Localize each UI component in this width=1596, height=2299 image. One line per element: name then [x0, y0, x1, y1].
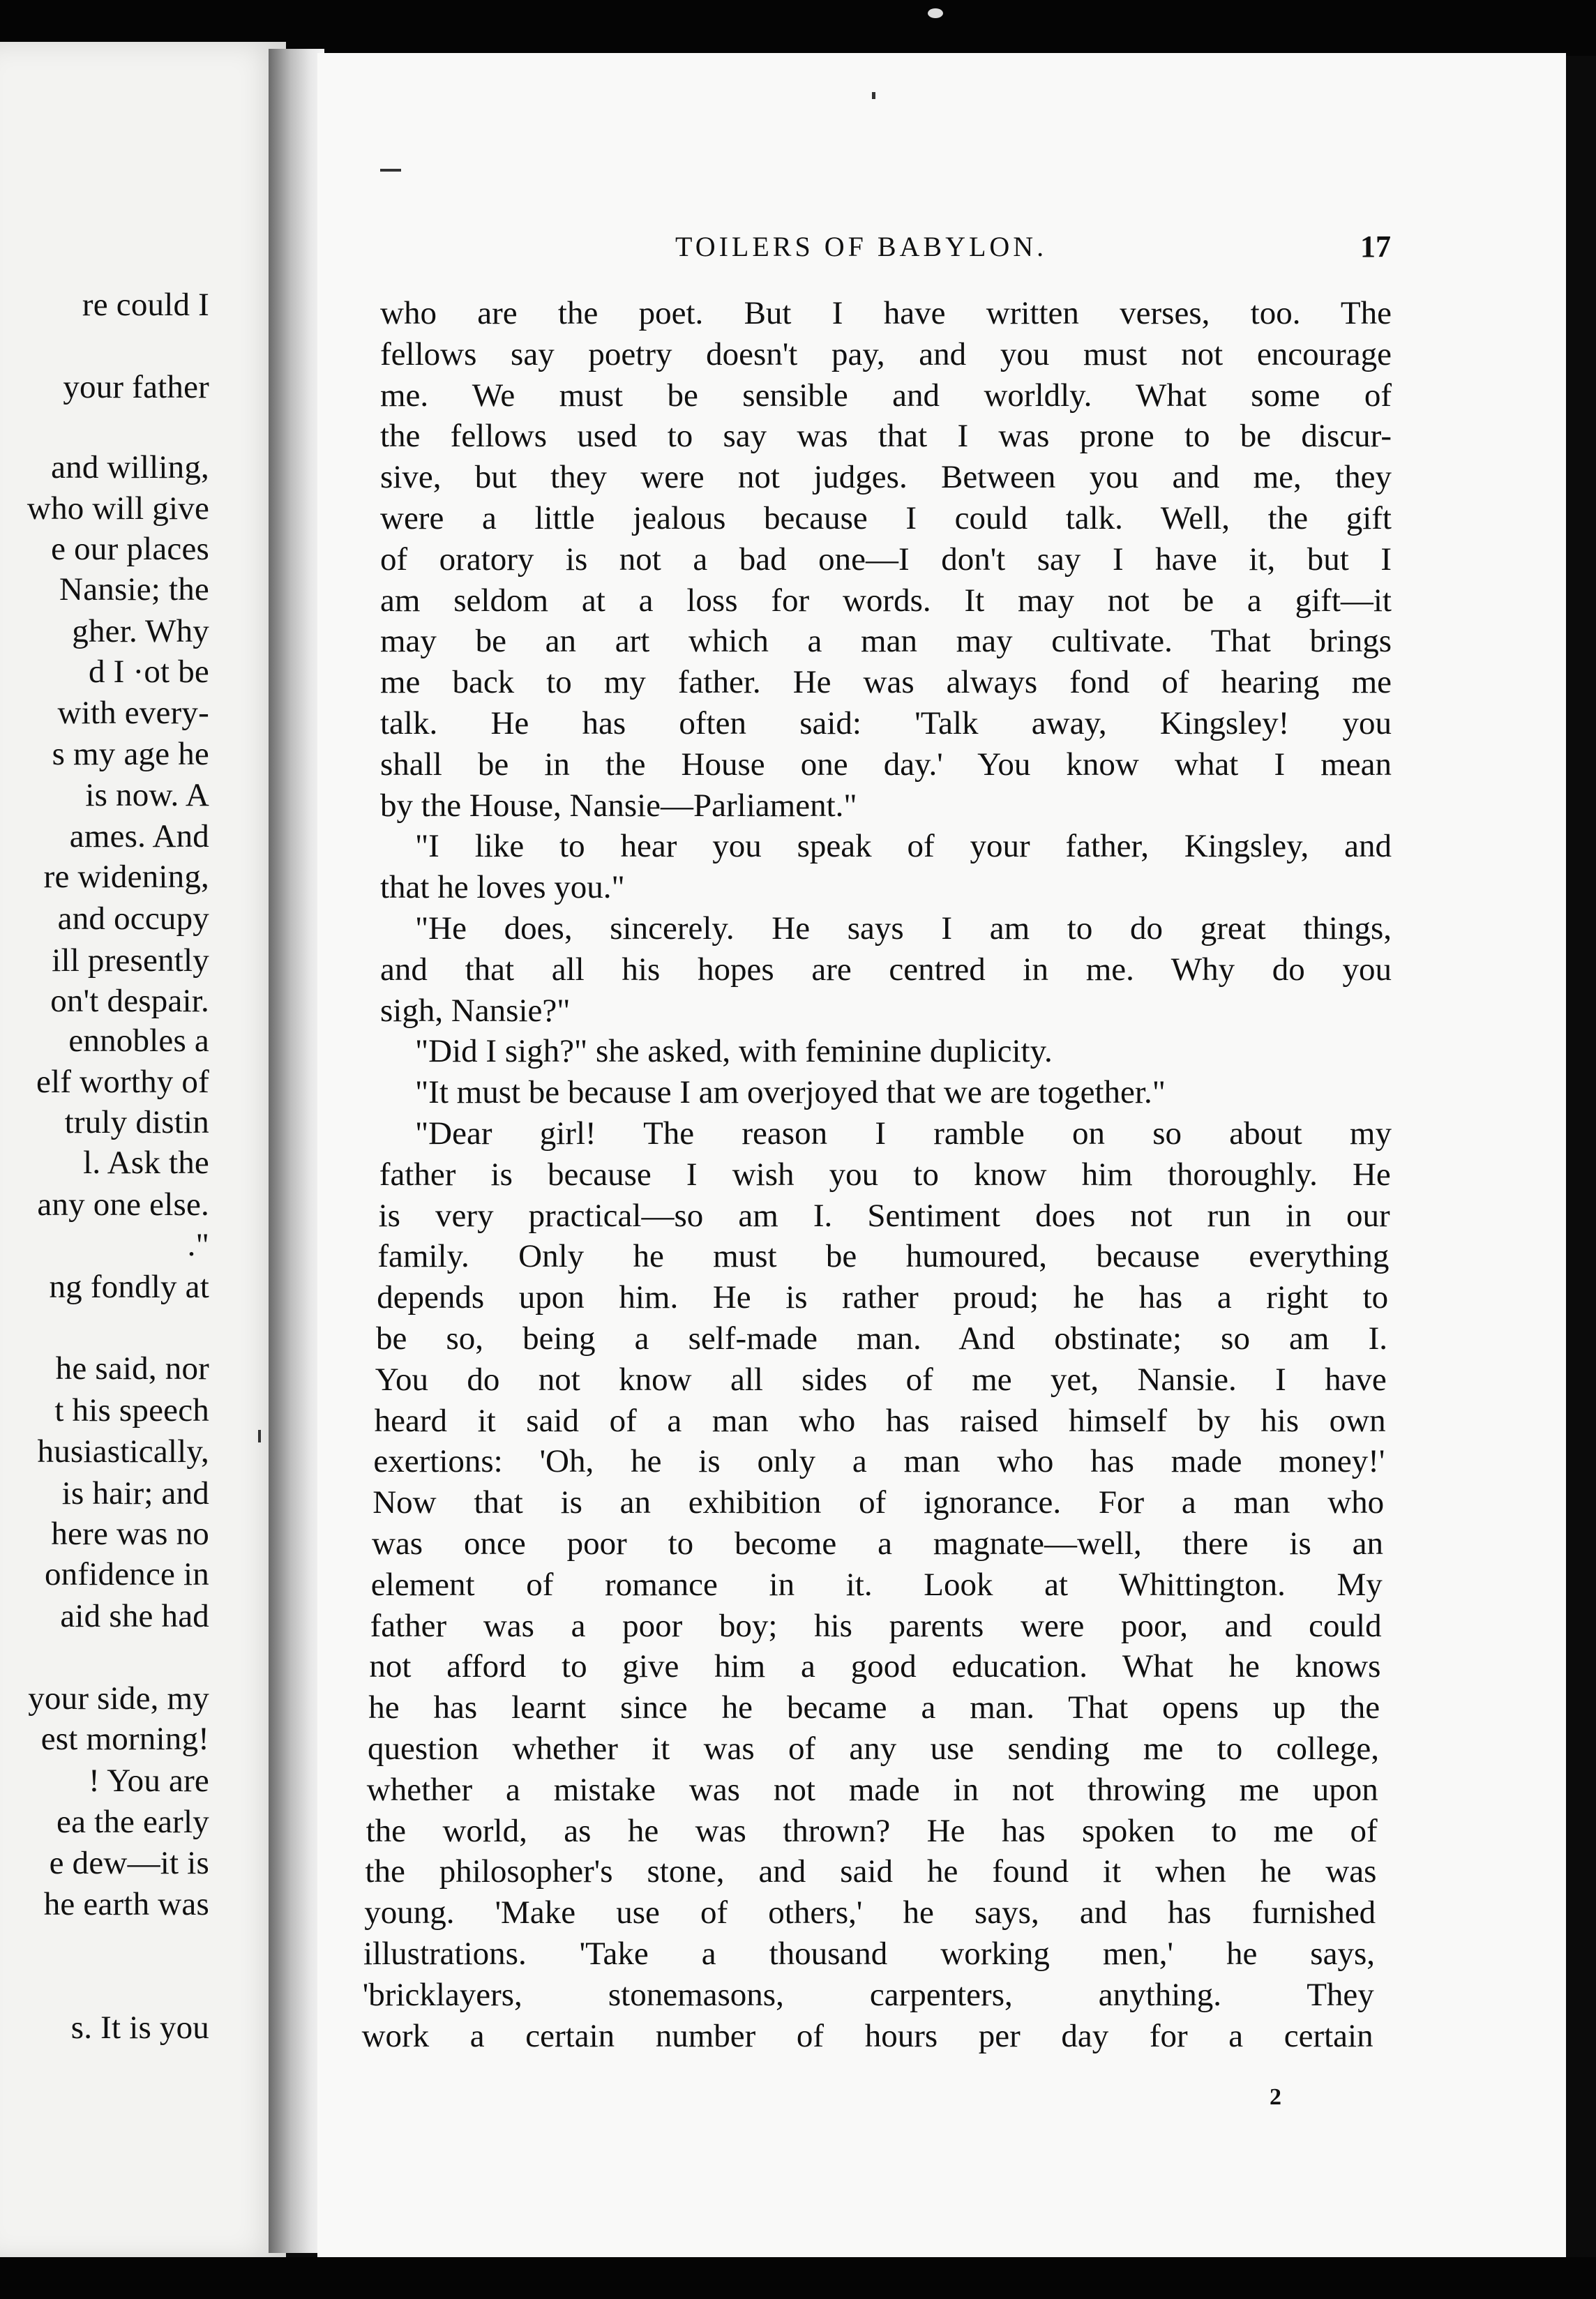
text-line: and that all his hopes are centred in me. Why do you [380, 951, 1392, 988]
signature-mark: 2 [1270, 2084, 1281, 2110]
left-page-line: d I ·ot be [89, 654, 209, 690]
left-page-line: truly distin [64, 1104, 209, 1140]
left-page-line: ! You are [89, 1763, 209, 1799]
text-line: father was a poor boy; his parents were poor, and could [370, 1607, 1382, 1644]
left-page-line: onfidence in [44, 1556, 209, 1592]
text-line: not afford to give him a good education. What he knows [369, 1648, 1381, 1685]
text-line: me back to my father. He was always fond of hearing me [380, 664, 1392, 701]
text-line: shall be in the House one day.' You know what I mean [380, 746, 1392, 783]
left-page-line: est morning! [40, 1721, 209, 1757]
text-line: element of romance in it. Look at Whittington. My [370, 1566, 1383, 1603]
left-page-line: is hair; and [61, 1475, 209, 1512]
left-page-line: your side, my [28, 1680, 209, 1717]
scan-speck [928, 8, 943, 18]
scan-speck [380, 169, 401, 172]
left-page-line: who will give [27, 490, 209, 527]
text-line: sive, but they were not judges. Between you and me, they [380, 459, 1392, 496]
text-line: father is because I wish you to know him thoroughly. He [379, 1156, 1391, 1193]
left-page-line: elf worthy of [36, 1064, 209, 1100]
text-line: work a certain number of hours per day for a certain [361, 2017, 1373, 2054]
left-page-line: ames. And [69, 818, 209, 854]
text-line: You do not know all sides of me yet, Nansie. I have [375, 1361, 1387, 1398]
left-page-line: and occupy [57, 900, 209, 937]
left-page-line: ea the early [57, 1804, 209, 1840]
text-line: Now that is an exhibition of ignorance. For a man who [372, 1484, 1385, 1521]
text-line: "Dear girl! The reason I ramble on so about my [415, 1115, 1392, 1152]
text-line: exertions: 'Oh, he is only a man who has made money!' [373, 1443, 1385, 1480]
text-line: who are the poet. But I have written verses, too. The [380, 295, 1392, 331]
text-line: the fellows used to say was that I was prone to be discur- [380, 418, 1392, 455]
text-line: were a little jealous because I could talk. Well, the gift [380, 500, 1392, 536]
text-line: whether a mistake was not made in not throwing me upon [366, 1771, 1378, 1808]
left-page-line: he said, nor [55, 1350, 209, 1387]
left-page-line: on't despair. [50, 983, 209, 1019]
text-line: family. Only he must be humoured, because everything [377, 1238, 1390, 1275]
left-page-line: gher. Why [72, 613, 209, 649]
scan-speck [872, 92, 875, 99]
text-line: heard it said of a man who has raised himself by his own [374, 1402, 1386, 1439]
left-page-line: your father [63, 369, 209, 405]
scan-bottom-border [0, 2257, 1596, 2299]
text-line: sigh, Nansie?" [380, 992, 571, 1029]
left-page-line: ." [187, 1227, 209, 1263]
text-line: of oratory is not a bad one—I don't say I have it, but I [380, 541, 1392, 578]
book-gutter [269, 49, 324, 2253]
left-page-line: aid she had [60, 1598, 209, 1634]
text-line: may be an art which a man may cultivate. That brings [380, 623, 1392, 660]
left-page-line: with every- [57, 695, 209, 731]
left-page-line: e dew—it is [49, 1845, 209, 1881]
text-line: me. We must be sensible and worldly. What some of [380, 377, 1392, 414]
text-line: was once poor to become a magnate—well, there is an [372, 1525, 1383, 1562]
text-line: that he loves you." [380, 869, 625, 906]
text-line: is very practical—so am I. Sentiment does not run in our [378, 1197, 1390, 1234]
text-line: question whether it was of any use sending me to college, [368, 1731, 1379, 1767]
left-page-line: l. Ask the [83, 1145, 209, 1181]
text-line: illustrations. 'Take a thousand working men,' he says, [363, 1936, 1375, 1972]
text-line: "He does, sincerely. He says I am to do great things, [415, 910, 1392, 947]
left-page-line: he earth was [43, 1886, 209, 1922]
text-line: the world, as he was thrown? He has spoken to me of [366, 1812, 1378, 1849]
left-page-line: and willing, [51, 449, 209, 485]
page-number: 17 [1360, 229, 1391, 264]
text-line: am seldom at a loss for words. It may not be a gift—it [380, 582, 1392, 619]
text-line: talk. He has often said: 'Talk away, Kingsley! you [380, 705, 1392, 741]
text-line: fellows say poetry doesn't pay, and you must not encourage [380, 336, 1392, 372]
text-line: he has learnt since he became a man. That opens up the [368, 1689, 1380, 1726]
text-line: 'bricklayers, stonemasons, carpenters, anything. They [362, 1976, 1374, 2013]
left-page-line: s my age he [52, 736, 209, 772]
text-line: the philosopher's stone, and said he found it when he was [365, 1853, 1377, 1890]
text-line: "It must be because I am overjoyed that we are together." [415, 1074, 1166, 1111]
left-page-line: any one else. [37, 1186, 209, 1223]
left-page-line: here was no [51, 1516, 209, 1552]
left-page-line: e our places [51, 531, 209, 567]
text-line: "I like to hear you speak of your father, Kingsley, and [415, 828, 1392, 865]
left-page-line: husiastically, [37, 1433, 209, 1470]
scan-speck [258, 1430, 261, 1442]
text-line: be so, being a self-made man. And obstinate; so am I. [376, 1320, 1387, 1357]
left-page-line: s. It is you [70, 2010, 209, 2046]
left-page-line: ennobles a [68, 1023, 209, 1059]
running-head: TOILERS OF BABYLON. [675, 231, 1048, 262]
text-line: "Did I sigh?" she asked, with feminine duplicity. [415, 1033, 1053, 1070]
left-page-line: t his speech [54, 1392, 209, 1429]
text-line: young. 'Make use of others,' he says, and has furnished [364, 1894, 1376, 1931]
left-page-line: ill presently [52, 942, 209, 979]
left-page-line: ng fondly at [49, 1269, 209, 1305]
left-page-line: Nansie; the [59, 571, 209, 608]
left-page [0, 42, 286, 2260]
left-page-line: is now. A [85, 777, 209, 813]
text-line: by the House, Nansie—Parliament." [380, 787, 857, 824]
left-page-line: re could I [82, 287, 209, 323]
text-line: depends upon him. He is rather proud; he has a right to [377, 1279, 1389, 1316]
left-page-line: re widening, [43, 859, 209, 895]
